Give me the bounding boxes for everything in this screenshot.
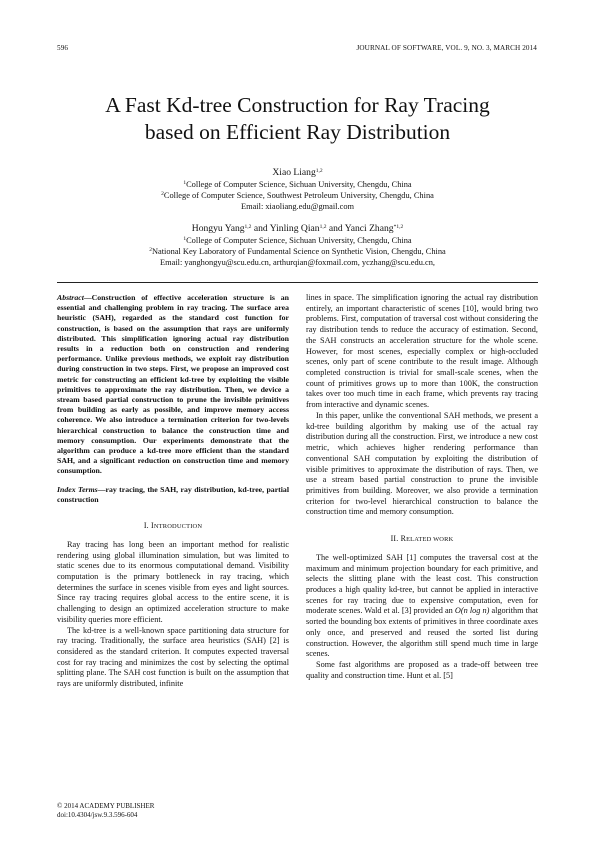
paragraph: The kd-tree is a well-known space partitioning data structure for ray tracing. Traditionally, the surface area heuristics (SAH) [2] is considered as the standard criterion. It computes expected traversal cost for ray tracing and minimizes the cost by selecting the optimal splitting plane. The SAH cost function is built on the assumption that rays are uniformly distributed, infinite bbox=[57, 625, 289, 689]
title-line-1: A Fast Kd-tree Construction for Ray Tracing bbox=[105, 93, 490, 117]
author-block-1 bbox=[40, 166, 555, 213]
left-column bbox=[57, 293, 289, 690]
copyright: © 2014 ACADEMY PUBLISHER bbox=[57, 802, 155, 810]
math-expression: O(n log n) bbox=[454, 606, 490, 616]
section-heading-related-work: II. RELATED WORK bbox=[390, 534, 454, 544]
paper-title bbox=[40, 92, 555, 146]
page-number: 596 bbox=[57, 44, 69, 52]
paragraph: lines in space. The simplification ignoring the actual ray distribution entirely, an important characteristic of scenes [10], would bring two problems. First, computation of traversal cost without considering the ray distribution tends to reduce the accuracy of estimation. Second, the SAH constructs an acceleration structure for the whole scene. However, for most scenes, especially complex or high-occluded scenes, only part of scene contribute to the result image. Although completed construction is trivial for small-scale scenes, when the count of primitives grows up to more than 100K, the construction takes over too much time in each frame, which prevents ray tracing from interactive and dynamic scenes. bbox=[306, 293, 538, 410]
author-names: Hongyu Yang$^{1,2}$ and Yinling Qian$^{1,2}$ and Yanci Zhang$^{*1,2}$ bbox=[191, 223, 404, 234]
journal-header: JOURNAL OF SOFTWARE, VOL. 9, NO. 3, MARCH 2014 bbox=[356, 44, 537, 52]
index-terms: Index Terms—ray tracing, the SAH, ray distribution, kd-tree, partial construction bbox=[57, 484, 289, 504]
title-line-2: based on Efficient Ray Distribution bbox=[144, 120, 451, 144]
affiliation: $^2$National Key Laboratory of Fundamental Science on Synthetic Vision, Chengdu, China bbox=[149, 247, 446, 257]
doi: doi:10.4304/jsw.9.3.596-604 bbox=[57, 811, 138, 819]
affiliation: $^1$College of Computer Science, Sichuan University, Chengdu, China bbox=[183, 236, 412, 245]
affiliation: $^1$College of Computer Science, Sichuan University, Chengdu, China bbox=[183, 180, 412, 189]
right-column bbox=[306, 293, 538, 681]
abstract: Abstract—Construction of effective acceleration structure is an essential and challenging problem in ray tracing. The surface area heuristic (SAH), regarded as the standard cost function for construction, is based on the assumption that rays are uniformly distributed. This simplification ignoring actual ray distribution results in a reduction both on construction and rendering performance. Unlike previous methods, we exploit ray distribution during construction in two steps. First, we propose an improved cost metric for constructing an efficient kd-tree by exploiting the visible primitives to approximate the ray distribution. Then, we device a stream based partial construction to prune the invisible primitives from building as early as possible, and improve memory access coherence. We also introduce a termination criterion for two-levels hierarchical construction to balance the construction time and memory consumption. Our experiments demonstrate that the algorithm can produce a kd-tree more efficient than the standard SAH, and a significant reduction on construction time and memory consumption. bbox=[57, 293, 289, 476]
paragraph: Ray tracing has long been an important method for realistic rendering using global illumination simulation, but was limited to static scenes due to its enormous computational demand. Visibility computation is the primary bottleneck in ray tracing, which determines the surface in scenes visible from eyes and light sources. Since ray tracing requires global access to the entire scene, it is challenging to design an optimized acceleration structure to make visibility queries more efficient. bbox=[57, 539, 289, 624]
author-name: Xiao Liang$^{1,2}$ bbox=[272, 167, 323, 178]
paragraph: The well-optimized SAH [1] computes the traversal cost at the maximum and minimum projection boundary for each primitive, and selects the slitting plane with the least cost. This construction produces a high quality kd-tree, but cannot be applied in interactive scenes for ray tracing due to expensive computation, even for moderate scenes. Wald et al. [3] provided an O(n log n) algorithm that sorted the bounding box extents of primitives in three coordinate axes only once, and preserved and reused the sorted list during construction. However, the algorithm still spend much time in large scenes. bbox=[306, 552, 539, 659]
paragraph: Some fast algorithms are proposed as a trade-off between tree quality and construction time. Hunt et al. [5] bbox=[306, 660, 538, 680]
author-email: Email: yanghongyu@scu.edu.cn, arthurqian@foxmail.com, yczhang@scu.edu.cn, bbox=[159, 258, 435, 268]
affiliation: $^2$College of Computer Science, Southwest Petroleum University, Chengdu, China bbox=[161, 191, 434, 201]
paragraph: In this paper, unlike the conventional SAH methods, we present a kd-tree building algorithm by making use of the actual ray distribution during all the construction. First, we introduce a new cost metric, which achieves higher rendering performance than conventional SAH computation by exploiting the distribution of visible primitives to approximate the distribution of rays. Then, we use a stream based partial construction to prune the invisible primitives from building. Moreover, we also provide a termination criterion for two-level hierarchical construction to balance the construction time and memory consumption. bbox=[306, 410, 538, 517]
separator-rule bbox=[57, 282, 538, 283]
section-heading-introduction: I. INTRODUCTION bbox=[143, 521, 203, 531]
author-block-2 bbox=[40, 222, 555, 269]
author-email: Email: xiaoliang.edu@gmail.com bbox=[240, 202, 355, 212]
